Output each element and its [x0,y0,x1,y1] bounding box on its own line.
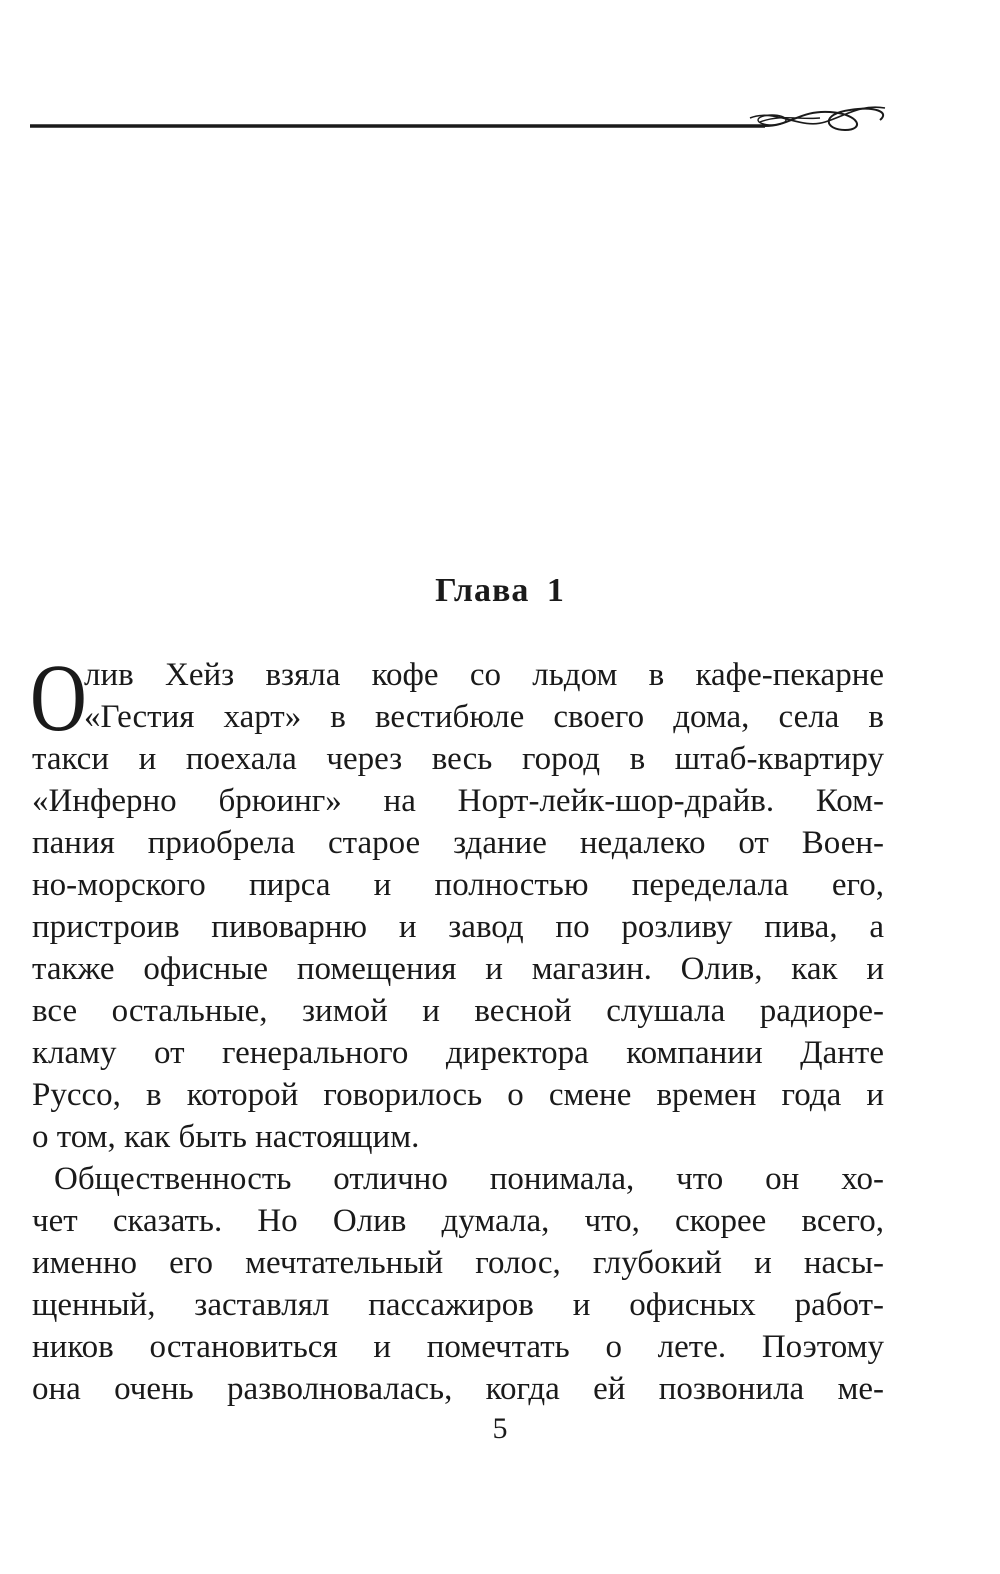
text-line: «Гестия харт» в вестибюле своего дома, села в [84,699,884,735]
text-line: пристроив пивоварню и завод по розливу пива, а [32,909,884,945]
text-line: пания приобрела старое здание недалеко от Воен- [32,825,884,861]
paragraph-2 [32,1158,884,1410]
text-line: она очень разволновалась, когда ей позвонила ме- [32,1371,884,1407]
text-line: щенный, заставлял пассажиров и офисных работ- [32,1287,884,1323]
body-text [30,644,884,1410]
text-line: о том, как быть настоящим. [32,1119,420,1155]
header-ornament-rule [30,100,900,140]
drop-cap-letter: О [30,644,87,751]
text-line: «Инферно брюинг» на Норт-лейк-шор-драйв. Ком- [32,783,884,819]
text-line: также офисные помещения и магазин. Олив, как и [32,951,884,987]
text-line: именно его мечтательный голос, глубокий и насы- [32,1245,884,1281]
text-line: такси и поехала через весь город в штаб-квартиру [32,741,884,777]
text-line: все остальные, зимой и весной слушала радиоре- [32,993,884,1029]
page-number: 5 [492,1412,508,1445]
text-line: кламу от генерального директора компании Данте [32,1035,884,1071]
chapter-title: Глава 1 [435,572,565,609]
text-line: чет сказать. Но Олив думала, что, скорее всего, [32,1203,884,1239]
text-line: Руссо, в которой говорилось о смене времен года и [32,1077,884,1113]
flourish-ornament-icon [30,100,900,140]
text-line: Общественность отлично понимала, что он хо- [54,1161,884,1197]
text-line: лив Хейз взяла кофе со льдом в кафе-пекарне [84,657,884,693]
text-line: но-морского пирса и полностью переделала его, [32,867,884,903]
paragraph-1 [30,644,884,1158]
text-line: ников остановиться и помечтать о лете. Поэтому [32,1329,884,1365]
